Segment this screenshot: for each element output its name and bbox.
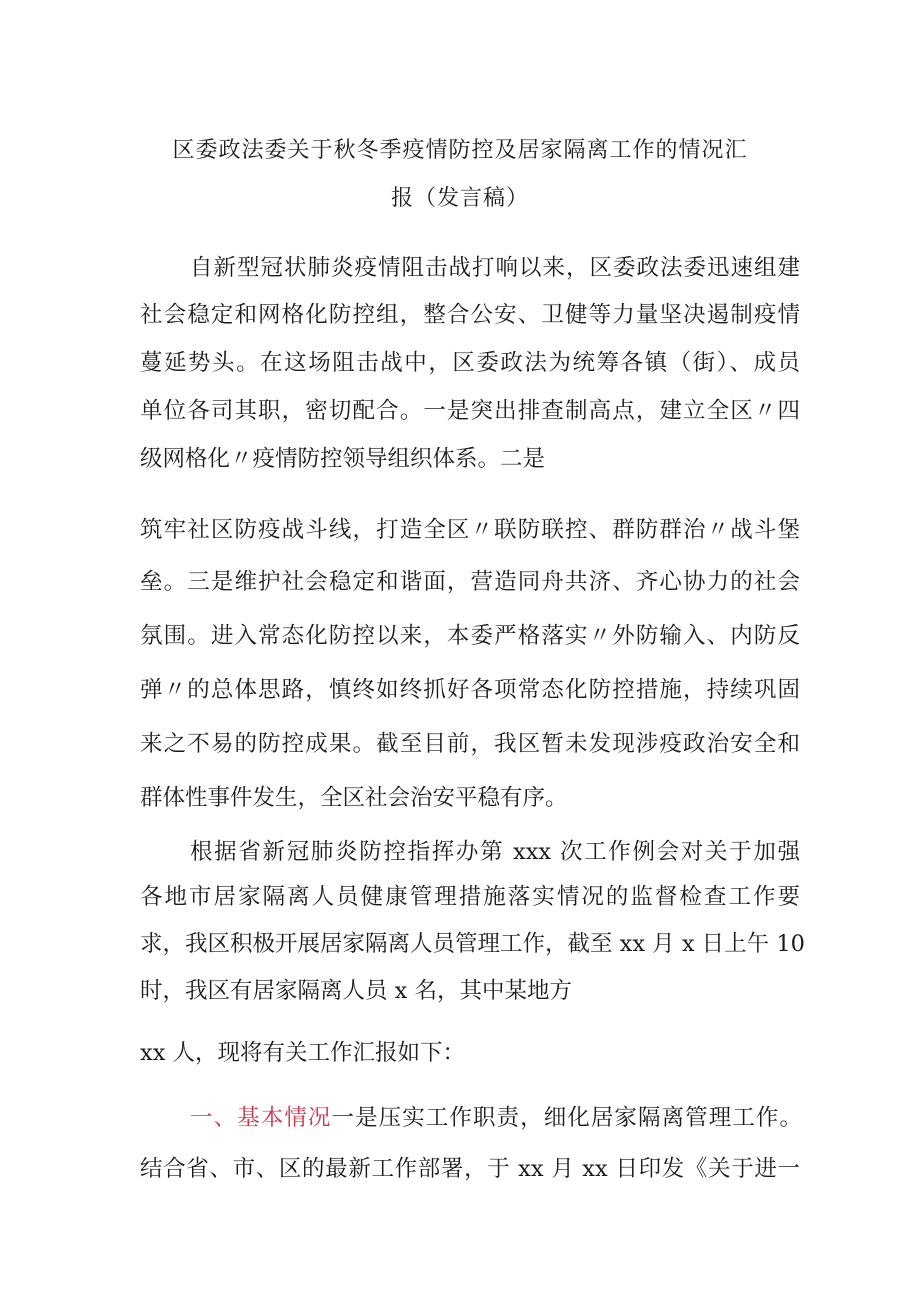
section1-line1 <box>190 1103 802 1133</box>
section1-heading: 一、基本情况 <box>190 1105 332 1131</box>
paragraph2-line4: 弹〃的总体思路，慎终如终抓好各项常态化防控措施，持续巩固 <box>140 677 800 703</box>
paragraph2-line5: 来之不易的防控成果。截至目前，我区暂未发现涉疫政治安全和 <box>140 731 800 757</box>
paragraph2-line6: 群体性事件发生，全区社会治安平稳有序。 <box>140 785 568 811</box>
paragraph1-line5: 级网格化〃疫情防控领导组织体系。二是 <box>140 446 546 472</box>
paragraph2-line3: 氛围。进入常态化防控以来，本委严格落实〃外防输入、内防反 <box>140 623 800 649</box>
paragraph2-line1: 筑牢社区防疫战斗线，打造全区〃联防联控、群防群治〃战斗堡 <box>140 517 800 543</box>
paragraph3-line3: 求，我区积极开展居家隔离人员管理工作，截至 xx 月 x 日上午 10 <box>140 931 805 957</box>
paragraph1-line3: 蔓延势头。在这场阻击战中，区委政法为统筹各镇（街）、成员 <box>140 350 800 376</box>
paragraph3-line2: 各地市居家隔离人员健康管理措施落实情况的监督检查工作要 <box>140 884 800 910</box>
document-title-line2: 报（发言稿） <box>390 186 529 211</box>
paragraph3-line4: 时，我区有居家隔离人员 x 名，其中某地方 <box>140 978 572 1004</box>
paragraph4-line1: xx 人，现将有关工作汇报如下： <box>140 1040 466 1066</box>
paragraph1-line4: 单位各司其职，密切配合。一是突出排查制高点，建立全区〃四 <box>140 398 800 424</box>
section1-line1-text: 一是压实工作职责，细化居家隔离管理工作。 <box>331 1105 802 1131</box>
paragraph1-line1: 自新型冠状肺炎疫情阻击战打响以来，区委政法委迅速组建 <box>190 255 800 281</box>
document-title-line1: 区委政法委关于秋冬季疫情防控及居家隔离工作的情况汇 <box>172 138 748 163</box>
section1-line2: 结合省、市、区的最新工作部署，于 xx 月 xx 日印发《关于进一 <box>140 1156 800 1182</box>
paragraph2-line2: 垒。三是维护社会稳定和谐面，营造同舟共济、齐心协力的社会 <box>140 569 800 595</box>
paragraph3-line1: 根据省新冠肺炎防控指挥办第 xxx 次工作例会对关于加强 <box>190 839 800 865</box>
paragraph1-line2: 社会稳定和网格化防控组，整合公安、卫健等力量坚决遏制疫情 <box>140 302 800 328</box>
